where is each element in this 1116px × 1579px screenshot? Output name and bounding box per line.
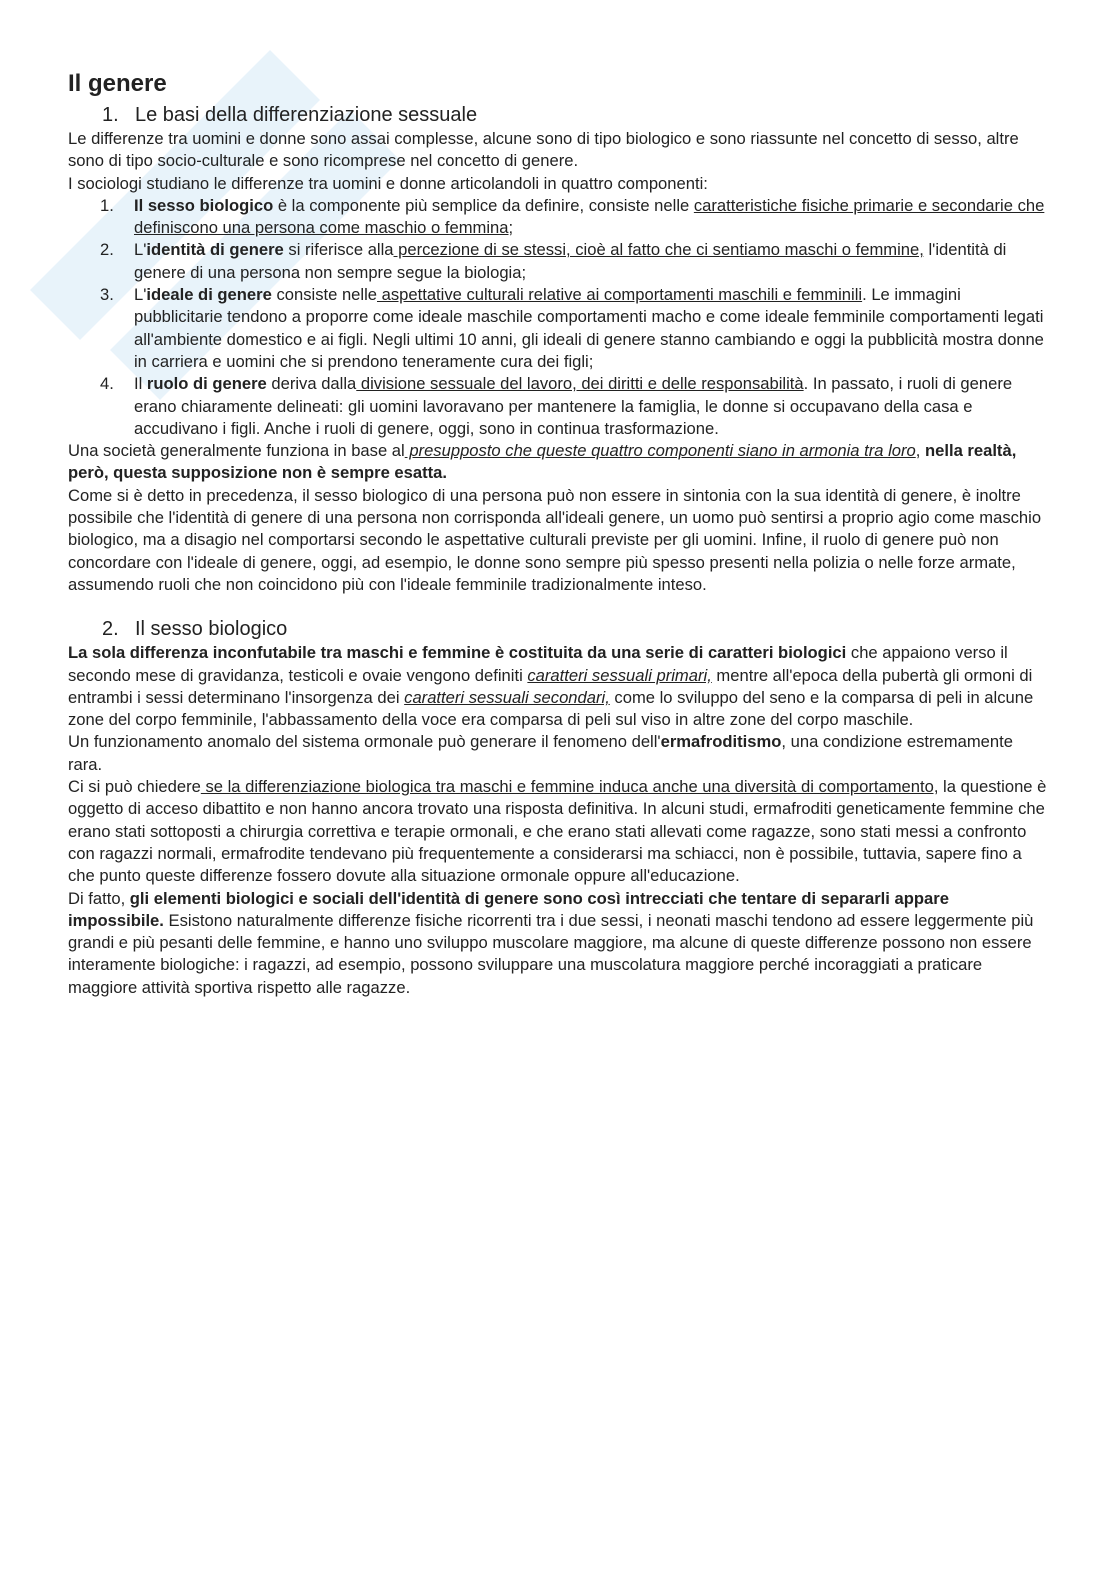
document-title: Il genere <box>68 70 167 97</box>
list-item-text: l'identità di genere di una persona non sempre segue la biologia; <box>134 240 1007 282</box>
section-1-paragraph-2: I sociologi studiano le differenze tra uomini e donne articolandoli in quattro componenti: <box>68 173 708 193</box>
section-1-title: Le basi della differenziazione sessuale <box>135 104 478 126</box>
list-item-number: 3. <box>100 285 114 305</box>
section-2-paragraph-1 <box>68 642 1048 731</box>
section-1-heading <box>102 102 1048 128</box>
list-item-text: L' <box>134 240 147 260</box>
list-item-text: si riferisce alla <box>283 240 394 260</box>
paragraph-underlined-italic: caratteri sessuali secondari, <box>404 687 610 707</box>
section-2-paragraph-4 <box>68 888 1048 999</box>
paragraph-bold: ermafroditismo <box>660 732 782 752</box>
section-2-number: 2. <box>102 618 119 641</box>
list-item-text: . In passato, i ruoli di genere erano chiaramente delineati: gli uomini lavoravano per mantenere la famiglia, le donne si occupavano della casa e accudivano i figli. Anche i ruoli di genere, oggi, sono in continua trasformazione. <box>134 374 1013 438</box>
section-1-number: 1. <box>102 104 119 126</box>
list-item <box>68 195 1048 240</box>
paragraph-bold: nella realtà, però, questa supposizione non è sempre esatta. <box>68 441 1017 483</box>
list-item-term: Il sesso biologico <box>134 195 274 215</box>
paragraph-text: Di fatto, <box>68 888 130 908</box>
list-item-text: Il <box>134 374 147 394</box>
paragraph-text: Esistono naturalmente differenze fisiche ricorrenti tra i due sessi, i neonati maschi tendono ad essere leggermente più grandi e più pesanti delle femmine, e hanno uno sviluppo muscolare maggiore, ma alcune di queste differenze possono non essere interamente biologiche: i ragazzi, ad esempio, possono sviluppare una muscolatura maggiore perché incoraggiati a praticare maggiore attività sportiva rispetto alle ragazze. <box>68 910 1034 997</box>
list-item-term: ideale di genere <box>146 285 272 305</box>
paragraph-text: mentre all'epoca della pubertà gli ormoni di entrambi i sessi determinano l'insorgenza dei <box>68 665 1033 707</box>
paragraph-underlined-italic: presupposto che queste quattro componenti siano in armonia tra loro <box>404 441 916 461</box>
list-item-number: 1. <box>100 195 114 215</box>
section-1-paragraph-1: Le differenze tra uomini e donne sono assai complesse, alcune sono di tipo biologico e sono riassunte nel concetto di sesso, altre sono di tipo socio-culturale e sono ricomprese nel concetto di genere. <box>68 129 1019 171</box>
paragraph-underlined-italic: caratteri sessuali primari, <box>527 665 712 685</box>
list-item-term: ruolo di genere <box>146 374 267 394</box>
section-2-paragraph-2 <box>68 731 1048 776</box>
list-item-underlined: aspettative culturali relative ai comportamenti maschili e femminili <box>377 285 863 305</box>
list-item <box>68 284 1048 373</box>
paragraph-text: , <box>915 441 921 461</box>
list-item-number: 2. <box>100 240 114 260</box>
list-item-text: . Le immagini pubblicitarie tendono a proporre come ideale maschile comportamenti macho e come ideale femminile comportamenti legati all'ambiente domestico e ai figli. Negli ultimi 10 anni, gli ideali di genere stanno cambiando e oggi la pubblicità mostra donne in carriera e uomini che si prendono teneramente cura dei figli; <box>134 285 1044 371</box>
section-1-paragraph-3 <box>68 440 1048 485</box>
list-item-text: deriva dalla <box>266 374 357 394</box>
section-2-title: Il sesso biologico <box>135 618 288 641</box>
list-item-underlined: percezione di se stessi, cioè al fatto che ci sentiamo maschi o femmine, <box>393 240 924 260</box>
paragraph-bold: gli elementi biologici e sociali dell'identità di genere sono così intrecciati che tentare di separarli appare impossibile. <box>68 888 949 930</box>
paragraph-bold: La sola differenza inconfutabile tra maschi e femmine è costituita da una serie di caratteri biologici <box>68 643 847 663</box>
paragraph-text: Un funzionamento anomalo del sistema ormonale può generare il fenomeno dell' <box>68 732 661 752</box>
list-item-text: L' <box>134 285 147 305</box>
section-1-paragraph-4: Come si è detto in precedenza, il sesso biologico di una persona può non essere in sintonia con la sua identità di genere, è inoltre possibile che l'identità di genere di una persona non corrisponda all'ideali genere, un uomo può sentirsi a proprio agio come maschio biologico, ma a disagio nel comportarsi secondo le aspettative culturali previste per gli uomini. Infine, il ruolo di genere può non concordare con l'ideale di genere, oggi, ad esempio, le donne sono sempre più spesso presenti nella polizia o nelle forze armate, assumendo ruoli che non coincidono più con l'ideale femminile tradizionalmente inteso. <box>68 485 1042 594</box>
paragraph-text: che appaiono verso il secondo mese di gravidanza, testicoli e ovaie vengono definiti <box>68 643 1008 685</box>
list-item-number: 4. <box>100 374 114 394</box>
list-item-text: consiste nelle <box>271 285 377 305</box>
section-2-heading <box>102 616 1048 642</box>
paragraph-text: come lo sviluppo del seno e la comparsa di peli in alcune zone del corpo femminile, l'abbassamento della voce era comparsa di peli sul viso in altre zone del corpo maschile. <box>68 687 1034 730</box>
paragraph-underlined: se la differenziazione biologica tra maschi e femmine induca anche una diversità di comportamento, <box>200 777 939 797</box>
paragraph-text: Ci si può chiedere <box>68 777 201 797</box>
list-item-text: è la componente più semplice da definire, consiste nelle <box>273 195 694 215</box>
list-item <box>68 373 1048 440</box>
list-item-underlined: divisione sessuale del lavoro, dei diritti e delle responsabilità <box>356 374 804 394</box>
paragraph-text: , una condizione estremamente rara. <box>68 732 1013 774</box>
list-item-term: identità di genere <box>146 240 284 260</box>
list-item-text: ; <box>508 218 514 238</box>
list-item <box>68 239 1048 284</box>
list-item-underlined: caratteristiche fisiche primarie e secondarie che definiscono una persona come maschio o femmina <box>134 195 1045 238</box>
document-page <box>68 66 1048 999</box>
paragraph-text: la questione è oggetto di acceso dibattito e non hanno ancora trovato una risposta definitiva. In alcuni studi, ermafroditi geneticamente femmine che erano stati sottoposti a chirurgia correttiva e terapie ormonali, e che erano stati allevati come ragazze, sono stati messi a confronto con ragazzi normali, ermafrodite tendevano più frequentemente a considerarsi ma schiacci, non è possibile, tuttavia, sapere fino a che punto queste differenze fossero dovute alla situazione ormonale oppure all'educazione. <box>68 777 1047 886</box>
paragraph-text: Una società generalmente funziona in base al <box>68 441 405 461</box>
section-2-paragraph-3 <box>68 776 1048 887</box>
components-list <box>68 195 1048 440</box>
section-gap <box>68 596 1048 616</box>
